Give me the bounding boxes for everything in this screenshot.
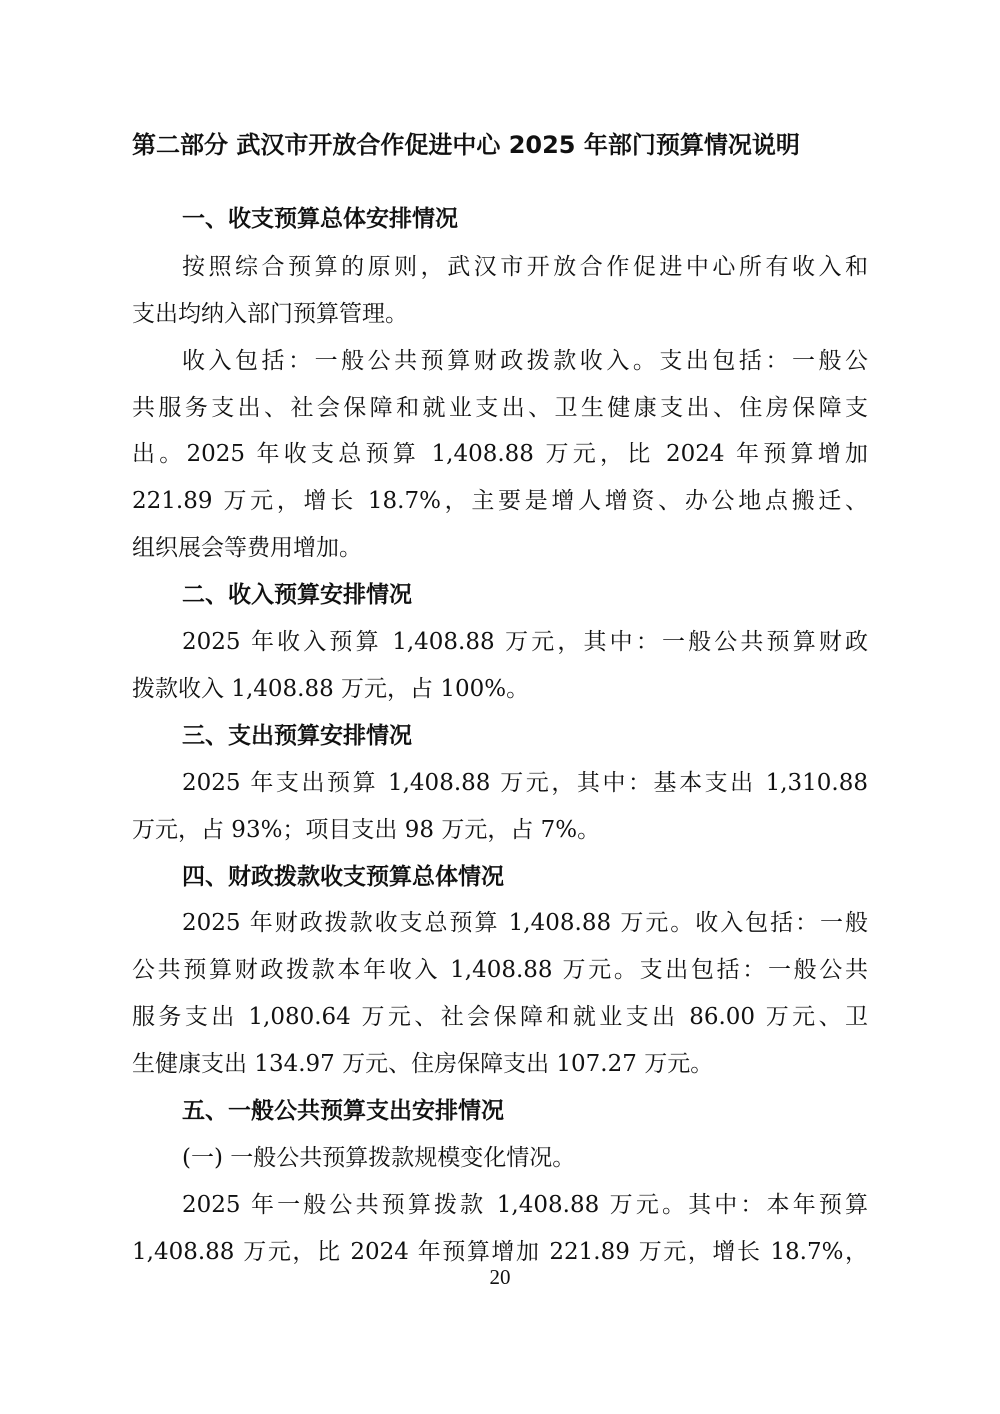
paragraph-line: 万元，占 93%；项目支出 98 万元，占 7%。 (132, 817, 601, 843)
paragraph-line: 支出均纳入部门预算管理。 (132, 301, 408, 327)
section-heading: 四、财政拨款收支预算总体情况 (182, 864, 504, 890)
paragraph-line: 收入包括：一般公共预算财政拨款收入。支出包括：一般公 (182, 348, 868, 374)
paragraph-line: 2025 年一般公共预算拨款 1,408.88 万元。其中：本年预算 (182, 1192, 868, 1218)
paragraph-line: 1,408.88 万元，比 2024 年预算增加 221.89 万元，增长 18.7%， (132, 1239, 868, 1265)
paragraph-line: 2025 年收入预算 1,408.88 万元，其中：一般公共预算财政 (182, 629, 868, 655)
section-heading: 二、收入预算安排情况 (182, 582, 412, 608)
paragraph-line: 组织展会等费用增加。 (132, 535, 362, 561)
page-title: 第二部分 武汉市开放合作促进中心 2025 年部门预算情况说明 (132, 131, 800, 159)
paragraph-line: 服务支出 1,080.64 万元、社会保障和就业支出 86.00 万元、卫 (132, 1004, 868, 1030)
paragraph-line: 221.89 万元，增长 18.7%，主要是增人增资、办公地点搬迁、 (132, 488, 868, 514)
paragraph-line: 按照综合预算的原则，武汉市开放合作促进中心所有收入和 (182, 254, 868, 280)
paragraph-line: 拨款收入 1,408.88 万元，占 100%。 (132, 676, 530, 702)
paragraph-line: 2025 年财政拨款收支总预算 1,408.88 万元。收入包括：一般 (182, 910, 868, 936)
section-heading: 三、支出预算安排情况 (182, 723, 412, 749)
section-heading: 五、一般公共预算支出安排情况 (182, 1098, 504, 1124)
section-heading: 一、收支预算总体安排情况 (182, 206, 458, 232)
paragraph-line: (一) 一般公共预算拨款规模变化情况。 (182, 1145, 576, 1171)
paragraph-line: 2025 年支出预算 1,408.88 万元，其中：基本支出 1,310.88 (182, 770, 868, 796)
paragraph-line: 公共预算财政拨款本年收入 1,408.88 万元。支出包括：一般公共 (132, 957, 868, 983)
page-number: 20 (489, 1265, 511, 1289)
paragraph-line: 生健康支出 134.97 万元、住房保障支出 107.27 万元。 (132, 1051, 714, 1077)
paragraph-line: 出。2025 年收支总预算 1,408.88 万元，比 2024 年预算增加 (132, 441, 868, 467)
paragraph-line: 共服务支出、社会保障和就业支出、卫生健康支出、住房保障支 (132, 395, 868, 421)
